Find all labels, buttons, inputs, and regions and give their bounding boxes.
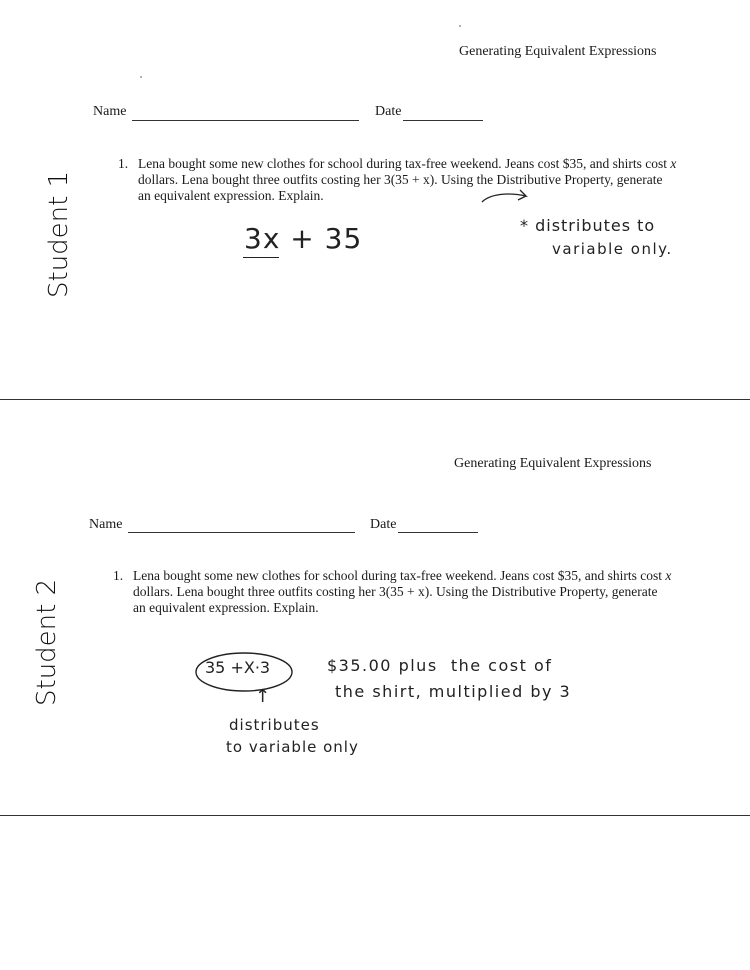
worksheet-title: Generating Equivalent Expressions — [454, 456, 652, 471]
date-label: Date — [375, 104, 402, 119]
question-1 — [113, 568, 673, 616]
worksheet-student-2 — [0, 400, 750, 820]
date-field[interactable] — [403, 120, 483, 121]
question-text-part: Lena bought some new clothes for school during tax-free weekend. Jeans cost $35, and shirts cost — [133, 568, 666, 583]
scan-speck — [459, 25, 461, 27]
answer-underline — [243, 257, 279, 258]
teacher-note-line-2: variable only. — [552, 240, 673, 258]
teacher-note-line-1: distributes — [229, 716, 320, 734]
question-text-part: dollars. Lena bought three outfits costing her 3(35 + x). Using the Distributive Property, generate an equivalent expression. Explain. — [133, 584, 658, 615]
answer-expression: 35 +X·3 — [205, 658, 271, 677]
name-field[interactable] — [128, 532, 355, 533]
answer-expression: 3x + 35 — [244, 222, 363, 255]
student-label: Student 1 — [44, 170, 74, 298]
teacher-note-line-2: to variable only — [226, 738, 359, 756]
worksheet-title: Generating Equivalent Expressions — [459, 44, 657, 59]
question-number: 1. — [118, 156, 129, 171]
explanation-line-2: the shirt, multiplied by 3 — [335, 682, 572, 701]
arrow-up-icon: ↑ — [255, 686, 271, 707]
section-divider — [0, 815, 750, 816]
date-field[interactable] — [398, 532, 478, 533]
worksheet-student-1 — [0, 0, 750, 400]
question-text-part: Lena bought some new clothes for school during tax-free weekend. Jeans cost $35, and shirts cost — [138, 156, 671, 171]
question-variable: x — [665, 568, 672, 583]
teacher-note-line-1: * distributes to — [520, 216, 656, 235]
name-field[interactable] — [132, 120, 359, 121]
question-1 — [118, 156, 678, 204]
student-label: Student 2 — [32, 578, 62, 706]
name-label: Name — [93, 104, 127, 119]
annotation-arrow-icon — [478, 182, 538, 212]
question-variable: x — [670, 156, 677, 171]
explanation-line-1: $35.00 plus the cost of — [327, 656, 553, 675]
name-label: Name — [89, 517, 123, 532]
question-text-part: dollars. Lena bought three outfits costing her 3(35 + x). Using the Distributive Property, generate an equivalent expression. Explain. — [138, 172, 663, 203]
question-number: 1. — [113, 568, 124, 583]
scan-speck — [140, 76, 142, 78]
date-label: Date — [370, 517, 397, 532]
